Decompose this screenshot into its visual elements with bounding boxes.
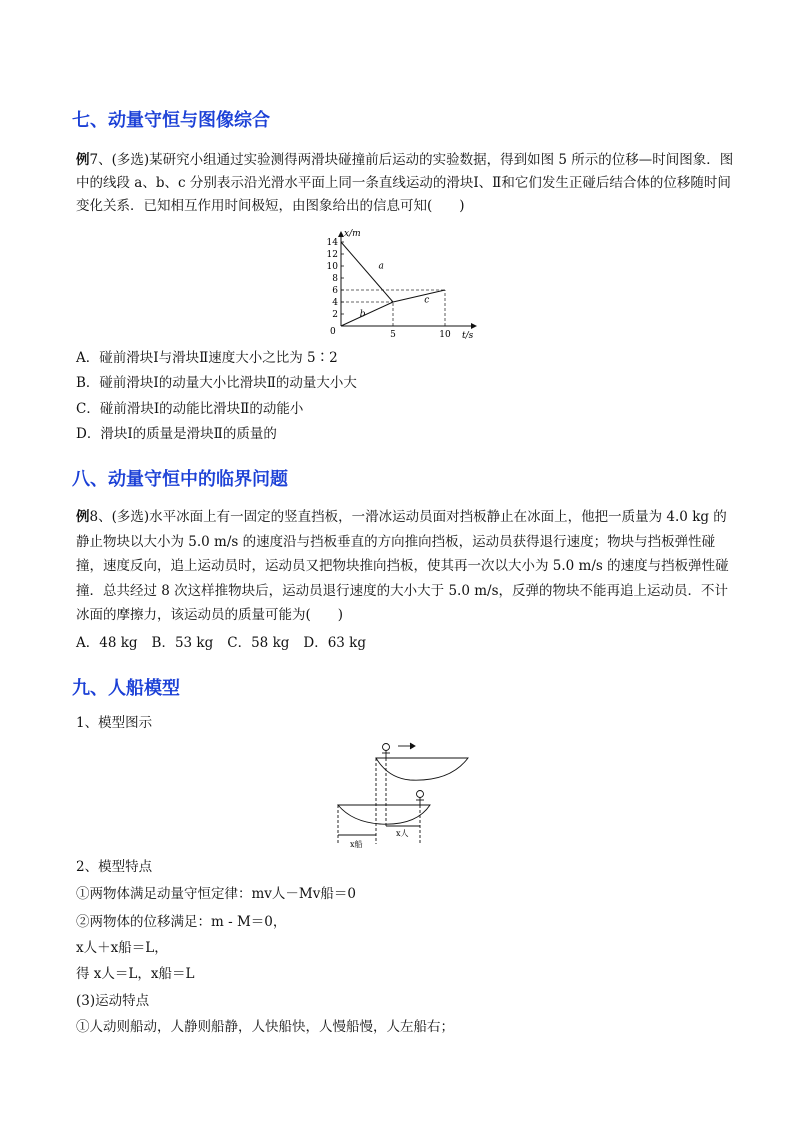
section-8-title: 八、动量守恒中的临界问题 [72,469,288,490]
item-3: (3)运动特点 [76,993,150,1009]
item-2: 2、模型特点 [76,859,153,875]
x-axis-label: t/s [462,331,474,341]
y-tick-label: 6 [332,286,338,296]
formula-3: x人＋x船＝L， [76,940,168,956]
label-boat: x船 [350,840,363,849]
option-a: A．48 kg [76,635,138,651]
example-8-text [76,505,736,628]
option-d: D．滑块Ⅰ的质量是滑块Ⅱ的质量的 [76,426,277,442]
example-7-text [76,149,736,218]
options-row [76,633,366,653]
example-label: 例 [76,509,90,525]
series-label-b: b [359,309,366,320]
y-tick-label: 8 [332,274,338,284]
example-tag: (多选) [111,152,150,168]
option-d: D．63 kg [303,635,367,651]
series-b [341,302,393,326]
y-tick-label: 2 [332,310,338,320]
person-lower [417,791,424,798]
y-axis-label: x/m [344,229,361,239]
example-body: 某研究小组通过实验测得两滑块碰撞前后运动的实验数据，得到如图 5 所示的位移—时间图象．图中的线段 a、b、c 分别表示沿光滑水平面上同一条直线运动的滑块Ⅰ、Ⅱ和它们发生正碰后结合体的位移随时间变化关系．已知相互作用时间极短，由图象给出的信息可知( ) [76,152,734,214]
formula-2: ②两物体的位移满足：m - M＝0， [76,914,287,930]
section-9-title: 九、人船模型 [72,678,180,699]
person-boat-diagram [330,738,475,850]
example-label: 例 [76,152,90,168]
y-tick-label: 4 [332,298,338,308]
option-b: B．碰前滑块Ⅰ的动量大小比滑块Ⅱ的动量大小大 [76,375,357,391]
example-number: 8、 [89,509,112,525]
y-tick-label: 12 [326,250,338,260]
series-a [341,242,393,302]
section-7-title: 七、动量守恒与图像综合 [72,110,270,131]
series-c [393,290,445,302]
origin-label: 0 [330,327,336,337]
y-tick-label: 10 [326,262,338,272]
option-a: A．碰前滑块Ⅰ与滑块Ⅱ速度大小之比为 5∶2 [76,350,338,366]
option-c: C．碰前滑块Ⅰ的动能比滑块Ⅱ的动能小 [76,401,304,417]
formula-4: 得 x人＝L，x船＝L [76,966,195,982]
position-time-chart [318,226,488,342]
option-b: B．53 kg [151,635,214,651]
boat-upper [376,758,468,780]
option-c: C．58 kg [227,635,290,651]
series-label-a: a [378,261,384,272]
label-person: x人 [396,829,409,838]
series-label-c: c [424,295,430,306]
person-upper [383,744,390,751]
example-tag: (多选) [111,509,150,525]
x-tick-label: 5 [390,330,396,340]
boat-lower [338,805,430,824]
example-body: 水平冰面上有一固定的竖直挡板，一滑冰运动员面对挡板静止在冰面上，他把一质量为 4.0 kg 的静止物块以大小为 5.0 m/s 的速度沿与挡板垂直的方向推向挡板，运动员获得退行速度；物块与挡板弹性碰撞，速度反向，追上运动员时，运动员又把物块推向挡板，使其再一次以大小为 5.0 m/s 的速度与挡板弹性碰撞．总共经过 8 次这样推物块后，运动员退行速度的大小大于 5.0 m/s，反弹的物块不能再追上运动员．不计冰面的摩擦力，该运动员的质量可能为( ) [76,509,729,623]
y-tick-label: 14 [326,238,338,248]
feature-line: ①人动则船动，人静则船静，人快船快，人慢船慢，人左船右； [76,1019,454,1035]
x-tick-label: 10 [439,330,451,340]
formula-1: ①两物体满足动量守恒定律：mv人－Mv船＝0 [76,886,356,902]
item-1: 1、模型图示 [76,715,153,731]
example-number: 7、 [89,152,112,168]
